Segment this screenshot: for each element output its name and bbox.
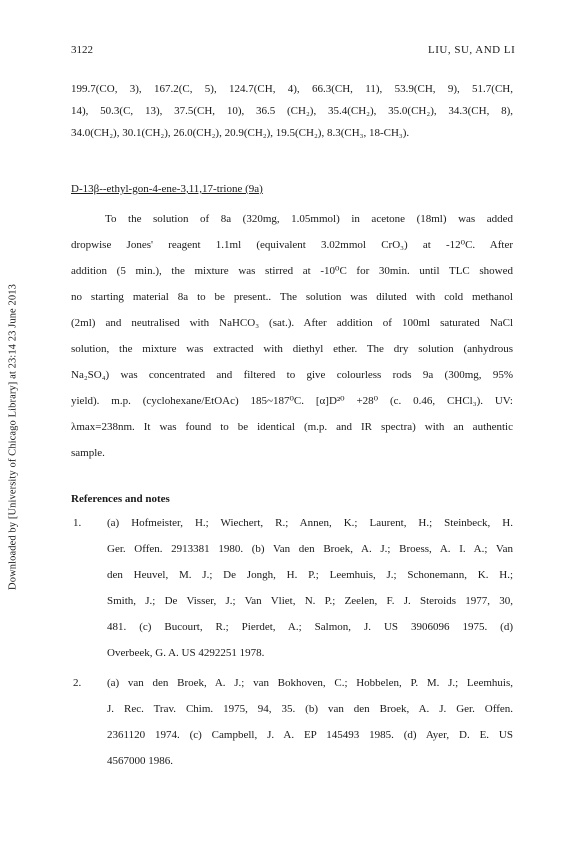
reference-text [107, 672, 513, 772]
reference-line: (a) Hofmeister, H.; Wiechert, R.; Annen, K.; Laurent, H.; Steinbeck, H. [107, 517, 513, 529]
nmr-data-paragraph [71, 78, 513, 144]
reference-line: 481. (c) Bucourt, R.; Pierdet, A.; Salmon, J. US 3906096 1975. (d) [107, 621, 513, 633]
procedure-line: To the solution of 8a (320mg, 1.05mmol) in acetone (18ml) was added [105, 213, 513, 225]
procedure-line: dropwise Jones' reagent 1.1ml (equivalent 3.02mmol CrO₃) at -12⁰C. After [71, 239, 513, 251]
nmr-line: 14), 50.3(C, 13), 37.5(CH, 10), 36.5 (CH₂), 35.4(CH₂), 35.0(CH₂), 34.3(CH, 8), [71, 105, 513, 117]
reference-line: 2361120 1974. (c) Campbell, J. A. EP 145493 1985. (d) Ayer, D. E. US [107, 729, 513, 741]
reference-line: Smith, J.; De Visser, J.; Van Vliet, N. P.; Zeelen, F. J. Steroids 1977, 30, [107, 595, 513, 607]
reference-text [107, 512, 513, 664]
nmr-line: 34.0(CH₂), 30.1(CH₂), 26.0(CH₂), 20.9(CH₂), 19.5(CH₂), 8.3(CH₃, 18-CH₃). [71, 127, 410, 139]
references-heading: References and notes [71, 493, 170, 505]
reference-line: J. Rec. Trav. Chim. 1975, 94, 35. (b) van den Broek, A. J. Ger. Offen. [107, 703, 513, 715]
reference-line: Ger. Offen. 2913381 1980. (b) Van den Broek, A. J.; Broess, A. I. A.; Van [107, 543, 513, 555]
procedure-line: solution, the mixture was extracted with diethyl ether. The dry solution (anhydrous [71, 343, 513, 355]
running-head: LIU, SU, AND LI [428, 44, 516, 56]
download-watermark-text: Downloaded by [University of Chicago Library] at 23:14 23 June 2013 [7, 284, 19, 590]
reference-number: 2. [73, 677, 82, 689]
procedure-line: sample. [71, 447, 105, 459]
procedure-line: yield). m.p. (cyclohexane/EtOAc) 185~187⁰C. [α]D²⁰ +28⁰ (c. 0.46, CHCl₃). UV: [71, 395, 513, 407]
download-watermark [3, 237, 23, 637]
procedure-line: no starting material 8a to be present.. The solution was diluted with cold methanol [71, 291, 513, 303]
procedure-line: addition (5 min.), the mixture was stirred at -10⁰C for 30min. until TLC showed [71, 265, 513, 277]
procedure-line: (2ml) and neutralised with NaHCO₃ (sat.). After addition of 100ml saturated NaCl [71, 317, 513, 329]
reference-number: 1. [73, 517, 82, 529]
reference-line: (a) van den Broek, A. J.; van Bokhoven, C.; Hobbelen, P. M. J.; Leemhuis, [107, 677, 513, 689]
page-number: 3122 [71, 44, 93, 56]
procedure-paragraph [71, 208, 513, 464]
procedure-line: Na₂SO₄) was concentrated and filtered to give colourless rods 9a (300mg, 95% [71, 369, 513, 381]
nmr-line: 199.7(CO, 3), 167.2(C, 5), 124.7(CH, 4), 66.3(CH, 11), 53.9(CH, 9), 51.7(CH, [71, 83, 513, 95]
reference-line: 4567000 1986. [107, 755, 173, 767]
procedure-line: λmax=238nm. It was found to be identical (m.p. and IR spectra) with an authentic [71, 421, 513, 433]
reference-line: Overbeek, G. A. US 4292251 1978. [107, 647, 265, 659]
reference-line: den Heuvel, M. J.; De Jongh, H. P.; Leemhuis, J.; Schonemann, K. H.; [107, 569, 513, 581]
compound-heading: D-13β--ethyl-gon-4-ene-3,11,17-trione (9a) [71, 183, 263, 195]
